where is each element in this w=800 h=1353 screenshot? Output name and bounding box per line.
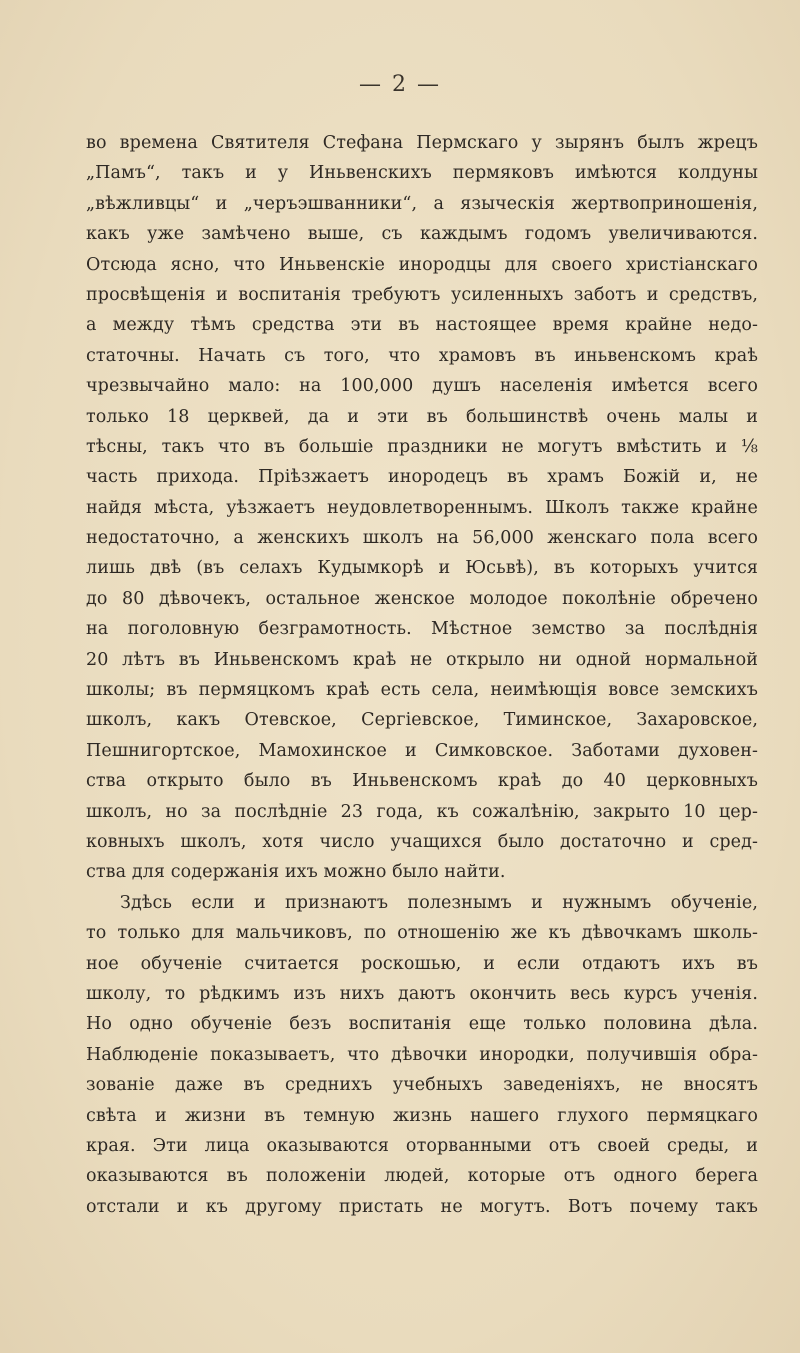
text-line: ства для содержанія ихъ можно было найти. — [86, 862, 506, 883]
text-line: то только для мальчиковъ, по отношенію же къ дѣвочкамъ школь- — [86, 923, 758, 944]
text-line: статочны. Начать съ того, что храмовъ въ иньвенскомъ краѣ — [86, 345, 758, 366]
text-line: лишь двѣ (въ селахъ Кудымкорѣ и Юсьвѣ), въ которыхъ учится — [86, 558, 758, 579]
text-line: а между тѣмъ средства эти въ настоящее время крайне недо- — [86, 315, 758, 336]
text-line: ное обученіе считается роскошью, и если отдаютъ ихъ въ — [86, 953, 758, 974]
text-line: Отсюда ясно, что Иньвенскіе инородцы для своего христіанскаго — [86, 254, 758, 275]
text-line: тѣсны, такъ что въ большіе праздники не могутъ вмѣстить и ⅛ — [86, 436, 758, 457]
text-line: Пешнигортское, Мамохинское и Симковское. Заботами духовен- — [86, 740, 758, 761]
text-line: отстали и къ другому пристать не могутъ. Вотъ почему такъ — [86, 1196, 758, 1217]
text-line: „Памъ“, такъ и у Иньвенскихъ пермяковъ имѣются колдуны — [86, 163, 758, 184]
text-line: оказываются въ положеніи людей, которые отъ одного берега — [86, 1166, 758, 1187]
body-text — [86, 128, 758, 1222]
text-line: свѣта и жизни въ темную жизнь нашего глухого пермяцкаго — [86, 1105, 758, 1126]
text-line: найдя мѣста, уѣзжаетъ неудовлетвореннымъ. Школъ также крайне — [86, 497, 758, 518]
text-line: „вѣжливцы“ и „черъэшванники“, а языческія жертвоприношенія, — [86, 193, 758, 214]
text-line: во времена Святителя Стефана Пермскаго у зырянъ былъ жрецъ — [86, 133, 758, 153]
text-line: школу, то рѣдкимъ изъ нихъ даютъ окончить весь курсъ ученія. — [86, 983, 758, 1004]
text-line: Наблюденіе показываетъ, что дѣвочки инородки, получившія обра- — [86, 1044, 758, 1065]
page-number: — 2 — — [359, 72, 441, 97]
text-line: только 18 церквей, да и эти въ большинствѣ очень малы и — [86, 406, 758, 427]
text-line: до 80 дѣвочекъ, остальное женское молодое поколѣніе обречено — [86, 588, 758, 609]
text-line: ства открыто было въ Иньвенскомъ краѣ до 40 церковныхъ — [86, 771, 758, 792]
text-line: на поголовную безграмотность. Мѣстное земство за послѣднія — [86, 619, 758, 640]
text-line: просвѣщенія и воспитанія требуютъ усиленныхъ заботъ и средствъ, — [86, 284, 758, 305]
text-line: часть прихода. Пріѣзжаетъ инородецъ въ храмъ Божій и, не — [86, 467, 758, 488]
text-line: школъ, но за послѣдніе 23 года, къ сожалѣнію, закрыто 10 цер- — [86, 801, 758, 822]
text-line: какъ уже замѣчено выше, съ каждымъ годомъ увеличиваются. — [86, 224, 758, 245]
text-line: чрезвычайно мало: на 100,000 душъ населенія имѣется всего — [86, 376, 758, 397]
text-line: Здѣсь если и признаютъ полезнымъ и нужнымъ обученіе, — [120, 892, 758, 913]
text-line: зованіе даже въ среднихъ учебныхъ заведеніяхъ, не вносятъ — [86, 1075, 758, 1096]
text-line: школы; въ пермяцкомъ краѣ есть села, неимѣющія вовсе земскихъ — [86, 680, 758, 701]
text-line: края. Эти лица оказываются оторванными отъ своей среды, и — [86, 1135, 758, 1156]
text-line: 20 лѣтъ въ Иньвенскомъ краѣ не открыло ни одной нормальной — [86, 649, 758, 670]
text-line: Но одно обученіе безъ воспитанія еще только половина дѣла. — [86, 1014, 758, 1035]
text-line: ковныхъ школъ, хотя число учащихся было достаточно и сред- — [86, 831, 758, 852]
text-line: недостаточно, а женскихъ школъ на 56,000 женскаго пола всего — [86, 528, 758, 549]
text-line: школъ, какъ Отевское, Сергіевское, Тиминское, Захаровское, — [86, 710, 758, 731]
